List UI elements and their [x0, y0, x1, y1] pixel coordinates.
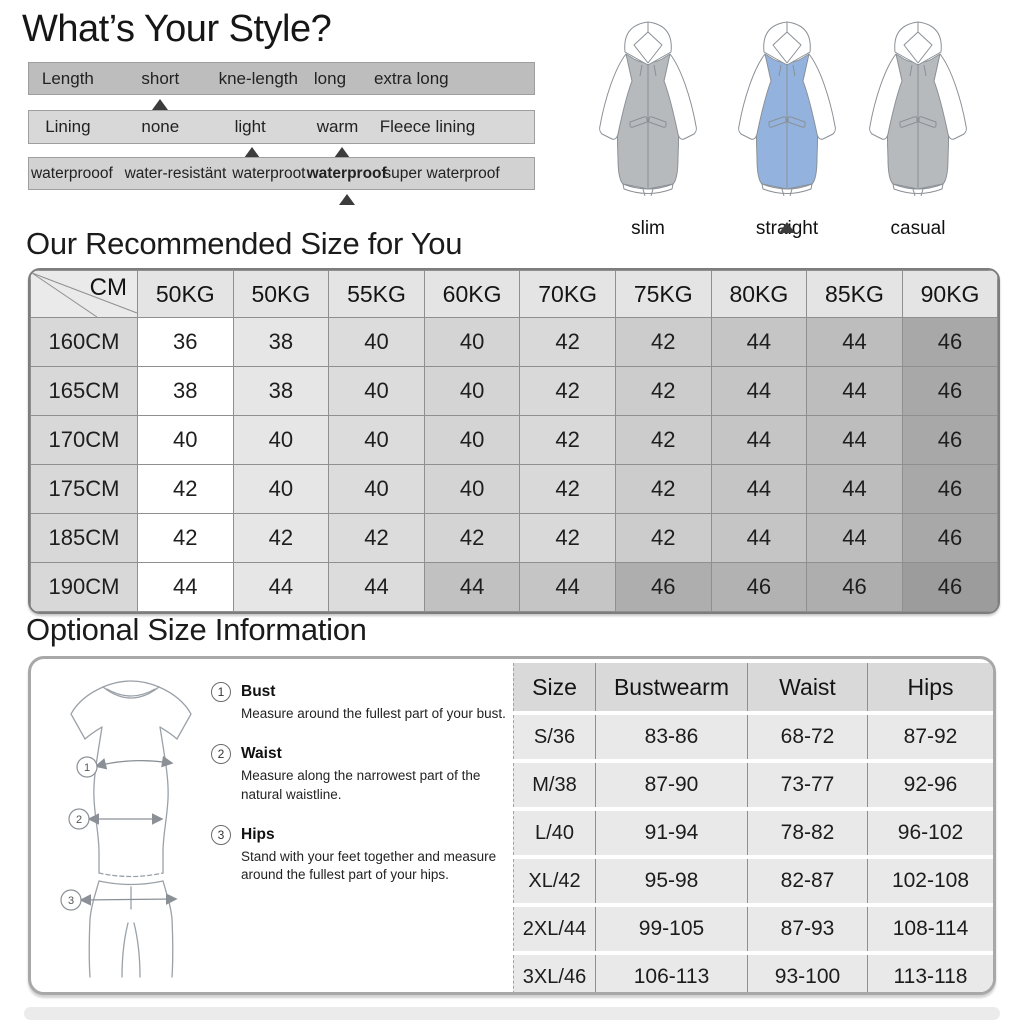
length-bar-label: Length	[41, 68, 94, 88]
size-cell: 42	[615, 367, 711, 416]
size-cell: 46	[711, 563, 807, 612]
figure-number-badges	[61, 757, 97, 910]
size-cell: 44	[711, 318, 807, 367]
size-cell: 42	[138, 514, 234, 563]
lining-bar	[28, 110, 535, 144]
recommended-size-table	[28, 268, 1000, 614]
lining-option-light: light	[234, 117, 266, 136]
size-cell: 40	[329, 318, 425, 367]
weight-header: 55KG	[329, 271, 425, 318]
size-cell: 44	[711, 514, 807, 563]
weight-header: 80KG	[711, 271, 807, 318]
waist-range: 78-82	[747, 811, 867, 855]
hips-range: 96-102	[867, 811, 993, 855]
size-cell: 40	[329, 416, 425, 465]
size-cell: 44	[711, 416, 807, 465]
lining-option-fleece: Fleece lining	[379, 117, 476, 136]
hips-range: 92-96	[867, 763, 993, 807]
instruction-title: Bust	[241, 683, 276, 700]
marker-triangle-icon	[152, 99, 168, 110]
optional-size-panel	[28, 656, 996, 995]
size-cell: 46	[902, 416, 998, 465]
table-row	[513, 715, 993, 759]
coat-label-straight: straight	[755, 218, 819, 239]
table-row	[513, 907, 993, 951]
column-header-waist: Waist	[747, 663, 867, 711]
size-cell: 38	[233, 367, 329, 416]
recommended-size-title: Our Recommended Size for You	[26, 226, 463, 261]
coat-label-slim: slim	[631, 218, 665, 239]
coat-label-casual: casual	[890, 218, 946, 239]
bust-range: 99-105	[595, 907, 747, 951]
size-cell: 38	[233, 318, 329, 367]
svg-text:2: 2	[75, 814, 83, 826]
size-cell: 46	[615, 563, 711, 612]
table-row	[513, 859, 993, 903]
table-row	[31, 563, 998, 612]
table-row	[513, 955, 993, 995]
waterproof-bar	[28, 157, 535, 190]
size-cell: 46	[807, 563, 903, 612]
bust-range: 87-90	[595, 763, 747, 807]
instruction-hips	[211, 826, 521, 885]
instruction-title: Waist	[241, 745, 282, 763]
instruction-text: Measure around the fullest part of your bust.	[241, 706, 506, 721]
number-badge: 2	[211, 744, 231, 764]
hips-range: 113-118	[867, 955, 993, 995]
size-cell: 42	[520, 318, 616, 367]
waist-range: 87-93	[747, 907, 867, 951]
svg-text:1: 1	[83, 762, 91, 774]
size-cell: 46	[902, 563, 998, 612]
length-option-extra-long: extra long	[373, 68, 449, 88]
coat-slim-illustration	[588, 18, 708, 196]
weight-header: 75KG	[615, 271, 711, 318]
coat-style-straight	[727, 18, 847, 239]
size-cell: 46	[902, 318, 998, 367]
size-cell: 40	[233, 416, 329, 465]
waist-range: 68-72	[747, 715, 867, 759]
weight-header: 60KG	[424, 271, 520, 318]
size-cell: 44	[807, 465, 903, 514]
weight-header: 50KG	[138, 271, 234, 318]
size-cell: 40	[329, 367, 425, 416]
length-bar	[28, 62, 535, 95]
size-cell: 44	[711, 367, 807, 416]
size-cell: 36	[138, 318, 234, 367]
size-cell: 44	[424, 563, 520, 612]
table-row	[513, 811, 993, 855]
height-header: 160CM	[31, 318, 138, 367]
column-header-bust: Bustwearm	[595, 663, 747, 711]
weight-header: 50KG	[233, 271, 329, 318]
weight-header: 85KG	[807, 271, 903, 318]
height-header: 190CM	[31, 563, 138, 612]
table-row	[31, 514, 998, 563]
size-cell: 42	[615, 514, 711, 563]
size-cell: 42	[233, 514, 329, 563]
bust-range: 91-94	[595, 811, 747, 855]
height-header: 185CM	[31, 514, 138, 563]
size-cell: 46	[902, 514, 998, 563]
hips-range: 87-92	[867, 715, 993, 759]
size-label: XL/42	[513, 859, 595, 903]
optional-size-title: Optional Size Information	[26, 612, 367, 647]
table-row	[31, 318, 998, 367]
waist-range: 82-87	[747, 859, 867, 903]
size-cell: 44	[329, 563, 425, 612]
size-cell: 40	[233, 465, 329, 514]
size-cell: 44	[807, 318, 903, 367]
weight-header: 90KG	[902, 271, 998, 318]
size-cell: 44	[138, 563, 234, 612]
waterproof-option-2: waterproot	[232, 164, 306, 182]
bust-range: 83-86	[595, 715, 747, 759]
waterproof-option-selected: waterproof	[306, 164, 387, 182]
lining-bar-label: Lining	[45, 117, 91, 136]
table-header-row	[513, 663, 993, 711]
size-cell: 42	[520, 416, 616, 465]
length-option-short: short	[141, 68, 180, 88]
size-cell: 44	[807, 416, 903, 465]
size-cell: 44	[807, 367, 903, 416]
instruction-title: Hips	[241, 826, 275, 844]
measurement-instructions	[211, 683, 521, 907]
svg-text:3: 3	[67, 895, 75, 907]
instruction-text: Stand with your feet together and measure around the fullest part of your hips.	[241, 849, 497, 883]
size-cell: 42	[329, 514, 425, 563]
measurement-figure-illustration	[41, 667, 221, 983]
size-cell: 42	[615, 318, 711, 367]
table-row	[31, 416, 998, 465]
style-attribute-bars	[28, 0, 535, 210]
size-cell: 38	[138, 367, 234, 416]
bust-range: 106-113	[595, 955, 747, 995]
length-option-long: long	[313, 68, 347, 88]
height-header: 170CM	[31, 416, 138, 465]
size-label: 3XL/46	[513, 955, 595, 995]
size-cell: 42	[520, 367, 616, 416]
lining-option-none: none	[141, 117, 180, 136]
size-cell: 40	[424, 367, 520, 416]
table-row	[31, 367, 998, 416]
instruction-waist	[211, 745, 521, 804]
size-cell: 42	[615, 465, 711, 514]
style-section-title: What’s Your Style?	[22, 8, 332, 50]
waist-range: 73-77	[747, 763, 867, 807]
size-cell: 40	[424, 416, 520, 465]
size-cell: 42	[138, 465, 234, 514]
size-cell: 44	[807, 514, 903, 563]
size-cell: 46	[902, 465, 998, 514]
size-label: L/40	[513, 811, 595, 855]
instruction-text: Measure along the narrowest part of the natural waistline.	[241, 768, 481, 802]
coat-straight-illustration	[727, 18, 847, 196]
hips-range: 102-108	[867, 859, 993, 903]
measurement-table	[513, 659, 993, 995]
height-header: 165CM	[31, 367, 138, 416]
bottom-divider	[24, 1007, 1000, 1020]
length-option-knee: kne-length	[218, 68, 298, 88]
table-header-row	[31, 271, 998, 318]
hips-range: 108-114	[867, 907, 993, 951]
coat-casual-illustration	[858, 18, 978, 196]
corner-cell	[31, 271, 138, 318]
column-header-hips: Hips	[867, 663, 993, 711]
size-cell: 42	[520, 465, 616, 514]
size-cell: 42	[615, 416, 711, 465]
coat-style-slim	[588, 18, 708, 239]
waist-range: 93-100	[747, 955, 867, 995]
lining-option-warm: warm	[316, 117, 359, 136]
number-badge: 3	[211, 825, 231, 845]
size-label: M/38	[513, 763, 595, 807]
table-row	[513, 763, 993, 807]
size-cell: 42	[424, 514, 520, 563]
waterproof-bar-label: waterprooof	[30, 164, 113, 182]
height-header: 175CM	[31, 465, 138, 514]
instruction-bust	[211, 683, 521, 723]
table-row	[31, 465, 998, 514]
size-cell: 40	[329, 465, 425, 514]
size-cell: 44	[233, 563, 329, 612]
column-header-size: Size	[513, 663, 595, 711]
size-label: S/36	[513, 715, 595, 759]
size-cell: 44	[711, 465, 807, 514]
size-cell: 42	[520, 514, 616, 563]
marker-triangle-icon	[779, 222, 795, 233]
bust-range: 95-98	[595, 859, 747, 903]
size-cell: 46	[902, 367, 998, 416]
marker-triangle-icon	[339, 194, 355, 205]
corner-label: CM	[89, 274, 127, 301]
size-label: 2XL/44	[513, 907, 595, 951]
waterproof-option-super: super waterproof	[383, 164, 500, 182]
number-badge: 1	[211, 682, 231, 702]
coat-style-casual	[858, 18, 978, 239]
size-cell: 40	[138, 416, 234, 465]
size-cell: 44	[520, 563, 616, 612]
waterproof-option-resistant: water-resistänt	[124, 164, 227, 182]
weight-header: 70KG	[520, 271, 616, 318]
size-cell: 40	[424, 318, 520, 367]
size-cell: 40	[424, 465, 520, 514]
